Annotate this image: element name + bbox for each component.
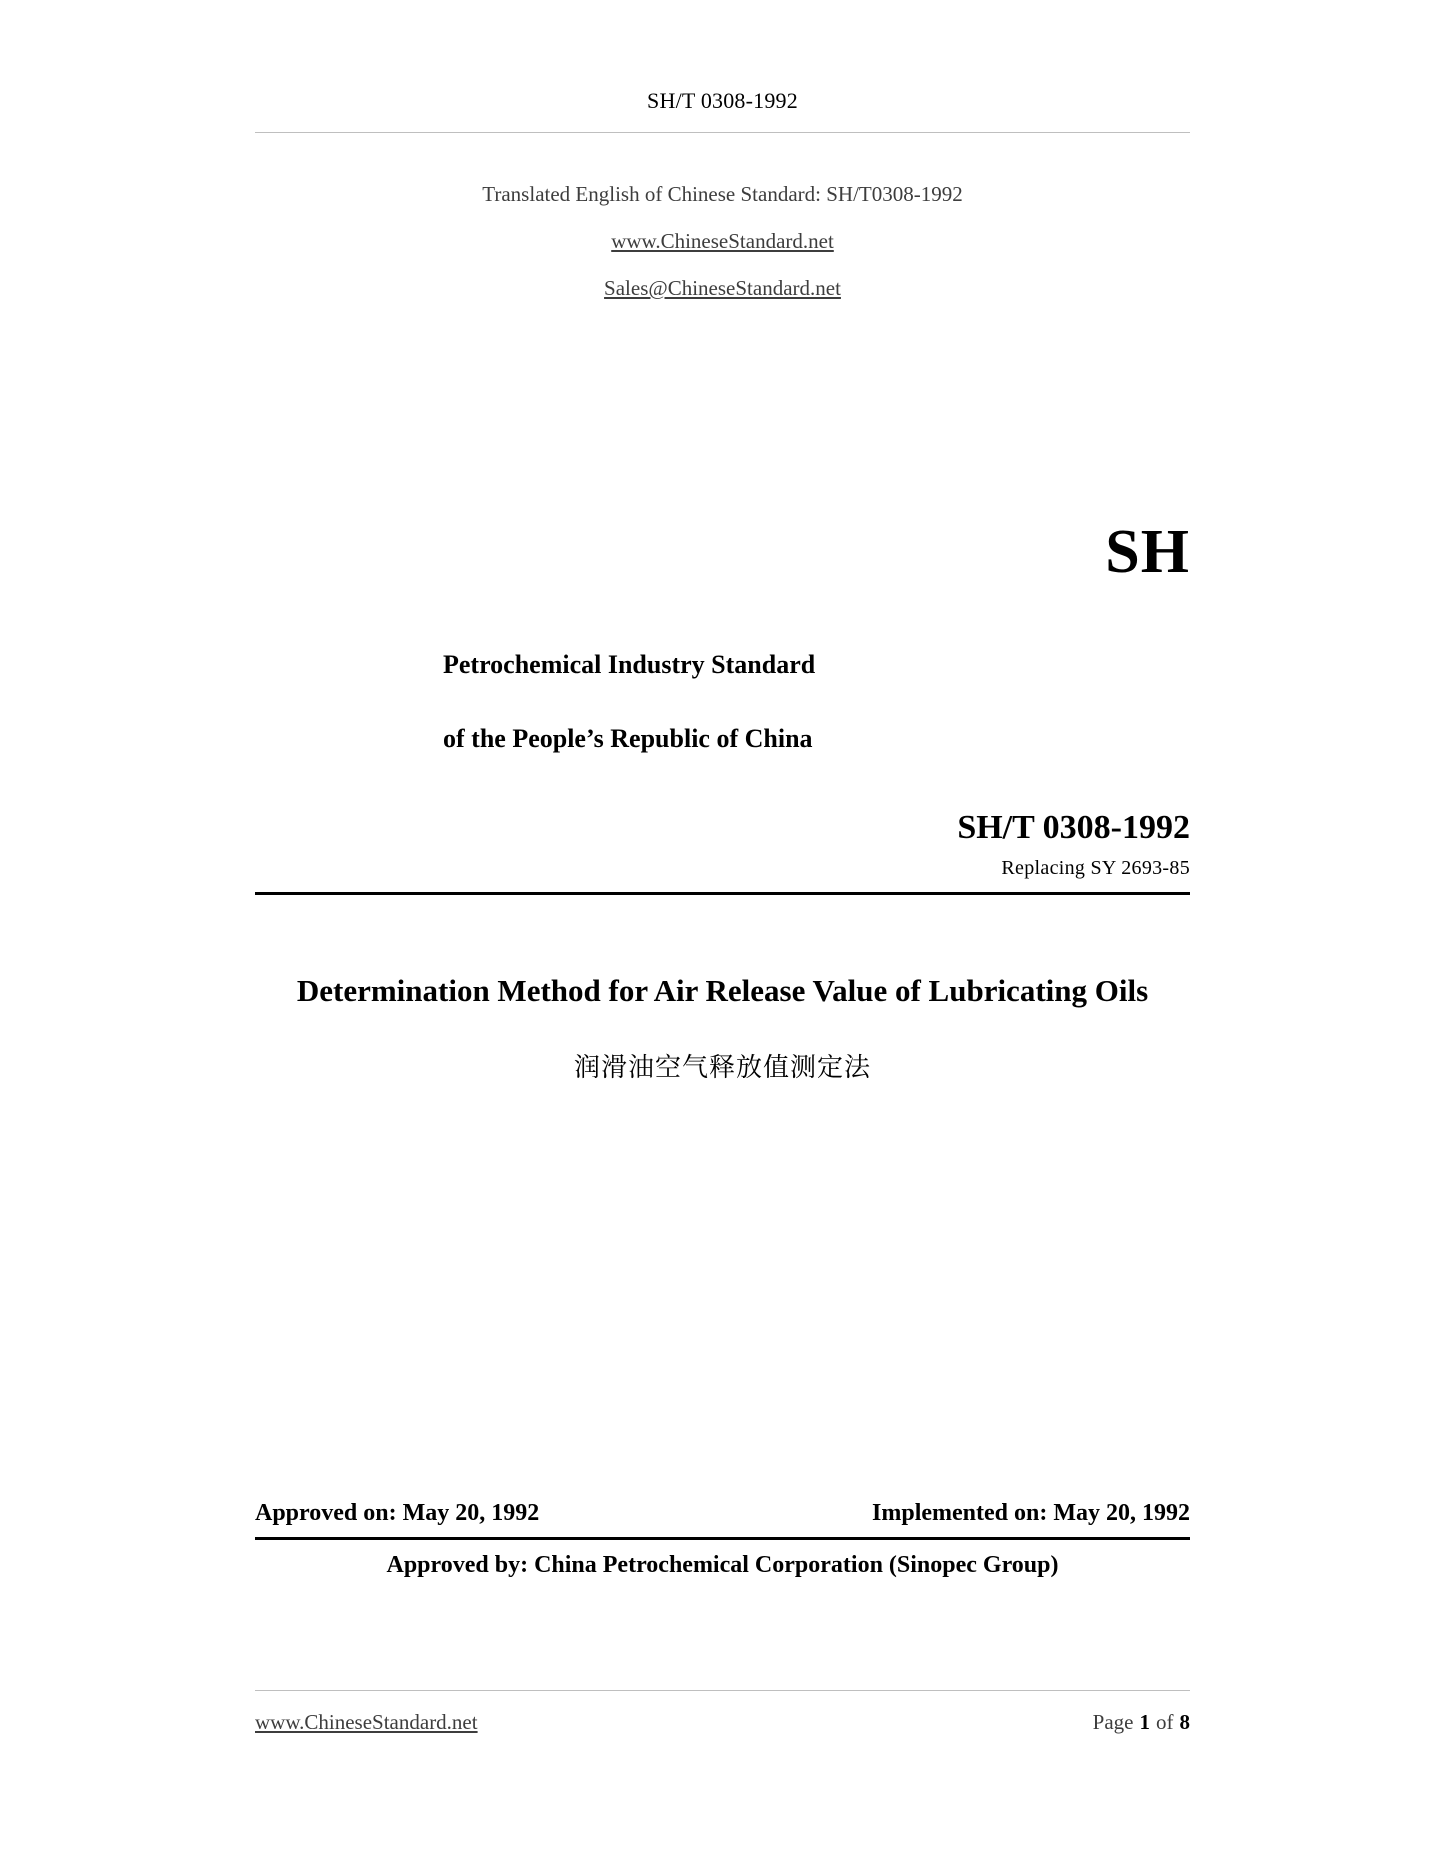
page-header [255,0,1190,133]
page-label: Page [1092,1710,1134,1734]
sh-emblem-text: SH [1105,518,1190,586]
org-line-2: of the People’s Republic of China [443,724,813,753]
org-line-1: Petrochemical Industry Standard [443,650,816,679]
page-indicator [1093,1710,1190,1735]
footer-divider [255,1690,1190,1691]
page-content [255,0,1190,1870]
translation-website-link[interactable] [255,218,1190,265]
approved-on: Approved on: May 20, 1992 [255,1500,540,1526]
of-label: of [1156,1710,1174,1734]
footer-website-link[interactable]: www.ChineseStandard.net [255,1710,478,1734]
page-number: 1 [1139,1710,1150,1734]
translation-source-line: Translated English of Chinese Standard: SH/T0308-1992 [482,182,963,206]
translation-email-link[interactable] [255,265,1190,312]
running-title: SH/T 0308-1992 [647,88,798,113]
document-title-english: Determination Method for Air Release Value of Lubricating Oils [296,973,1149,1008]
document-title-chinese: 润滑油空气释放值测定法 [573,1053,871,1083]
replacing-note: Replacing SY 2693-85 [1001,857,1190,879]
header-divider [255,132,1190,133]
implemented-on: Implemented on: May 20, 1992 [872,1500,1190,1526]
translation-notice [255,171,1190,312]
standard-divider [255,892,1190,895]
email-link-text[interactable]: Sales@ChineseStandard.net [604,276,841,300]
approved-by: Approved by: China Petrochemical Corporation (Sinopec Group) [386,1552,1059,1578]
page-footer [255,1710,1190,1735]
standard-code: SH/T 0308-1992 [957,809,1190,846]
approval-divider [255,1537,1190,1540]
page-total: 8 [1179,1710,1190,1734]
approval-row [255,1500,1190,1527]
website-link-text[interactable]: www.ChineseStandard.net [611,229,834,253]
